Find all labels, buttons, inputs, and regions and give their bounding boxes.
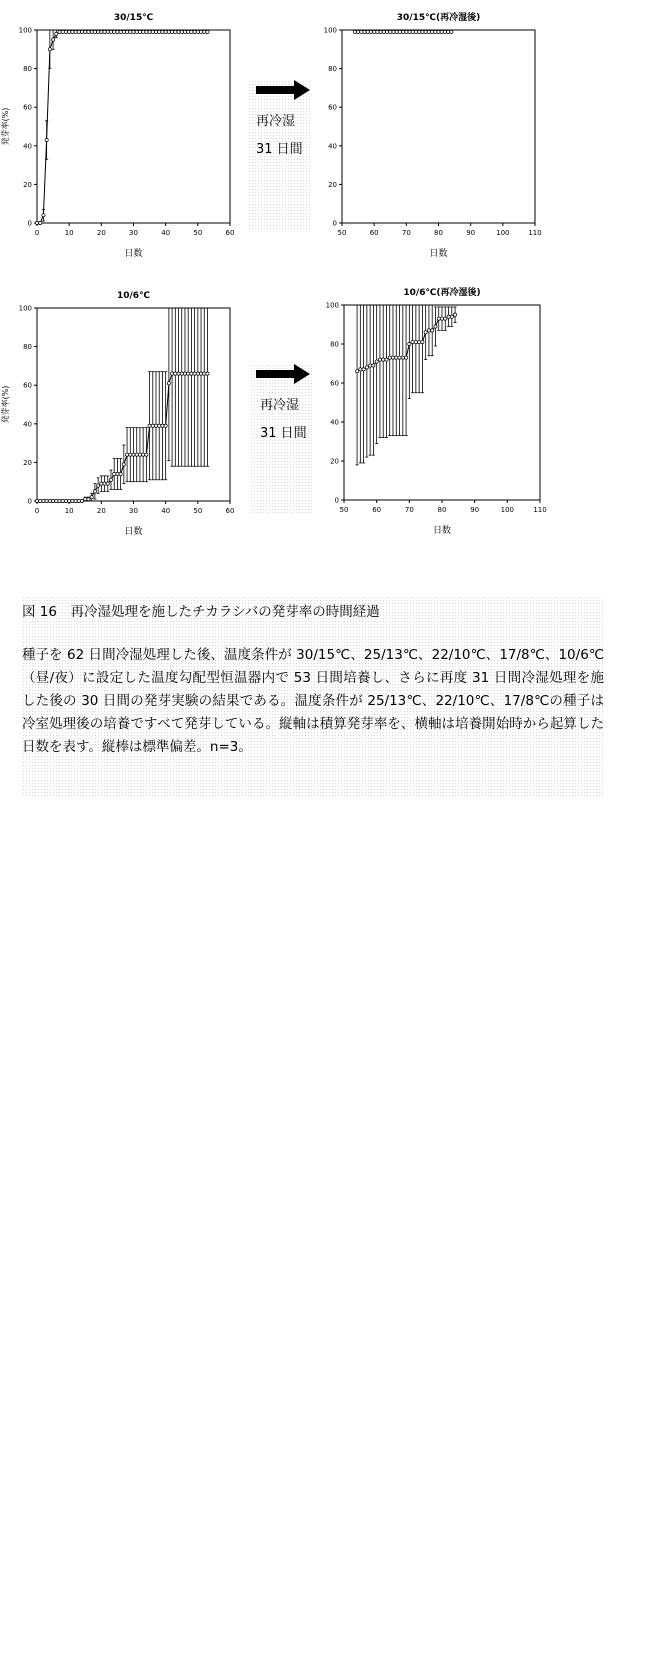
recooling-line1: 再冷湿 xyxy=(260,398,300,413)
chart-30-15-after-svg xyxy=(320,0,556,265)
data-point xyxy=(382,30,385,33)
data-point xyxy=(80,30,83,33)
data-point xyxy=(369,364,372,367)
y-axis-label: 発芽率(%) xyxy=(1,107,10,146)
x-tick-label: 90 xyxy=(470,506,480,514)
x-tick-label: 30 xyxy=(129,229,138,237)
data-point xyxy=(125,453,128,456)
x-tick-label: 90 xyxy=(466,229,476,237)
data-point xyxy=(87,497,90,500)
y-tick-label: 40 xyxy=(23,420,32,429)
data-point xyxy=(206,372,209,375)
x-tick-label: 0 xyxy=(34,507,40,515)
chart-30-15-after xyxy=(320,0,556,269)
data-point xyxy=(145,453,148,456)
data-point xyxy=(444,317,447,320)
data-point xyxy=(138,453,141,456)
data-point xyxy=(389,30,392,33)
data-point xyxy=(437,30,440,33)
data-point xyxy=(408,342,411,345)
data-point xyxy=(71,499,74,502)
data-point xyxy=(93,490,96,493)
data-point xyxy=(161,30,164,33)
data-point xyxy=(68,30,71,33)
data-point xyxy=(39,499,42,502)
data-point xyxy=(385,30,388,33)
data-point xyxy=(61,499,64,502)
data-point xyxy=(193,30,196,33)
data-point xyxy=(174,30,177,33)
data-point xyxy=(103,482,106,485)
recooling-line2: 31 日間 xyxy=(256,142,303,157)
data-point xyxy=(203,372,206,375)
chart-10-6 xyxy=(0,284,250,553)
x-axis-label: 日数 xyxy=(124,527,143,537)
x-tick-label: 70 xyxy=(401,229,411,237)
data-point xyxy=(77,30,80,33)
x-tick-label: 100 xyxy=(500,506,515,514)
data-point xyxy=(97,484,100,487)
data-point xyxy=(177,372,180,375)
data-point xyxy=(100,482,103,485)
data-point xyxy=(434,30,437,33)
data-point xyxy=(375,360,378,363)
y-tick-label: 80 xyxy=(328,65,337,74)
series-line xyxy=(37,32,208,223)
data-point xyxy=(414,30,417,33)
x-axis-label: 日数 xyxy=(429,249,448,259)
data-point xyxy=(421,340,424,343)
chart-title: 10/6℃ xyxy=(117,291,150,301)
data-point xyxy=(385,358,388,361)
recooling-line2: 31 日間 xyxy=(260,426,307,441)
y-tick-label: 40 xyxy=(330,418,339,427)
x-tick-label: 20 xyxy=(96,229,106,237)
y-tick-label: 40 xyxy=(23,142,32,151)
data-point xyxy=(203,30,206,33)
plot-frame xyxy=(37,30,230,223)
data-point xyxy=(395,356,398,359)
y-tick-label: 60 xyxy=(23,103,32,112)
data-point xyxy=(125,30,128,33)
data-point xyxy=(51,38,54,41)
data-point xyxy=(167,382,170,385)
data-point xyxy=(447,30,450,33)
chart-10-6-svg xyxy=(0,284,250,549)
data-point xyxy=(450,315,453,318)
x-tick-label: 50 xyxy=(337,229,347,237)
data-point xyxy=(372,364,375,367)
data-point xyxy=(414,340,417,343)
y-tick-label: 20 xyxy=(23,458,32,467)
y-tick-label: 80 xyxy=(23,343,32,352)
data-point xyxy=(388,356,391,359)
data-point xyxy=(398,356,401,359)
data-point xyxy=(42,499,45,502)
data-point xyxy=(122,463,125,466)
x-tick-label: 40 xyxy=(161,507,171,515)
data-point xyxy=(109,30,112,33)
data-point xyxy=(427,329,430,332)
data-point xyxy=(42,214,45,217)
x-tick-label: 10 xyxy=(64,507,74,515)
chart-title: 30/15℃ xyxy=(113,13,154,23)
data-point xyxy=(151,424,154,427)
data-point xyxy=(142,30,145,33)
data-point xyxy=(158,30,161,33)
y-tick-label: 0 xyxy=(27,497,32,506)
data-point xyxy=(58,499,61,502)
data-point xyxy=(48,48,51,51)
data-point xyxy=(373,30,376,33)
data-point xyxy=(154,424,157,427)
chart-10-6-after-svg xyxy=(320,284,556,549)
x-tick-label: 30 xyxy=(129,507,138,515)
data-point xyxy=(183,372,186,375)
y-tick-label: 40 xyxy=(328,142,337,151)
x-tick-label: 0 xyxy=(34,229,40,237)
arrow-panel-top xyxy=(248,80,310,230)
x-axis-label: 日数 xyxy=(432,526,452,536)
x-tick-label: 50 xyxy=(339,506,349,514)
y-tick-label: 80 xyxy=(23,65,32,74)
data-point xyxy=(129,453,132,456)
data-point xyxy=(183,30,186,33)
data-point xyxy=(164,30,167,33)
chart-title: 10/6℃(再冷湿後) xyxy=(403,288,481,298)
data-point xyxy=(180,372,183,375)
x-tick-label: 60 xyxy=(225,507,235,515)
data-point xyxy=(39,221,42,224)
plot-frame xyxy=(342,30,535,223)
data-point xyxy=(398,30,401,33)
data-point xyxy=(369,30,372,33)
data-point xyxy=(138,30,141,33)
data-point xyxy=(418,340,421,343)
data-point xyxy=(90,30,93,33)
data-point xyxy=(447,315,450,318)
data-point xyxy=(68,499,71,502)
y-tick-label: 100 xyxy=(18,26,32,35)
data-point xyxy=(440,30,443,33)
y-tick-label: 60 xyxy=(330,379,339,388)
y-tick-label: 100 xyxy=(325,301,339,310)
x-tick-label: 10 xyxy=(64,229,74,237)
data-point xyxy=(103,30,106,33)
data-point xyxy=(45,138,48,141)
data-point xyxy=(187,30,190,33)
y-tick-label: 80 xyxy=(330,340,339,349)
data-point xyxy=(71,30,74,33)
chart-title: 30/15℃(再冷湿後) xyxy=(396,13,481,23)
data-point xyxy=(116,30,119,33)
chart-30-15-svg xyxy=(0,0,250,265)
data-point xyxy=(135,453,138,456)
data-point xyxy=(405,30,408,33)
data-point xyxy=(359,368,362,371)
data-point xyxy=(408,30,411,33)
data-point xyxy=(365,366,368,369)
figure-caption xyxy=(22,596,604,796)
data-point xyxy=(427,30,430,33)
data-point xyxy=(174,372,177,375)
data-point xyxy=(93,30,96,33)
x-tick-label: 50 xyxy=(193,229,203,237)
data-point xyxy=(45,499,48,502)
data-point xyxy=(164,424,167,427)
data-point xyxy=(187,372,190,375)
data-point xyxy=(190,30,193,33)
data-point xyxy=(411,30,414,33)
x-axis-label: 日数 xyxy=(124,249,143,259)
data-point xyxy=(55,499,58,502)
x-tick-label: 70 xyxy=(404,506,414,514)
data-point xyxy=(206,30,209,33)
x-tick-label: 110 xyxy=(528,229,542,237)
data-point xyxy=(58,30,61,33)
data-point xyxy=(171,372,174,375)
data-point xyxy=(443,30,446,33)
data-point xyxy=(119,30,122,33)
data-point xyxy=(74,30,77,33)
x-tick-label: 60 xyxy=(225,229,235,237)
data-point xyxy=(180,30,183,33)
data-point xyxy=(382,358,385,361)
x-tick-label: 60 xyxy=(372,506,382,514)
data-point xyxy=(51,499,54,502)
y-tick-label: 20 xyxy=(23,180,32,189)
data-point xyxy=(145,30,148,33)
data-point xyxy=(116,472,119,475)
data-point xyxy=(355,370,358,373)
recooling-label-bottom xyxy=(260,392,307,448)
data-point xyxy=(106,30,109,33)
data-point xyxy=(395,30,398,33)
data-point xyxy=(401,356,404,359)
recooling-label-top xyxy=(256,108,303,164)
data-point xyxy=(113,472,116,475)
data-point xyxy=(391,356,394,359)
data-point xyxy=(55,32,58,35)
arrow-right-icon xyxy=(256,80,318,110)
x-tick-label: 50 xyxy=(193,507,203,515)
data-point xyxy=(109,478,112,481)
data-point xyxy=(378,358,381,361)
chart-10-6-after xyxy=(320,284,556,553)
data-point xyxy=(113,30,116,33)
data-point xyxy=(356,30,359,33)
data-point xyxy=(64,499,67,502)
y-tick-label: 60 xyxy=(23,381,32,390)
x-tick-label: 80 xyxy=(434,229,443,237)
recooling-line1: 再冷湿 xyxy=(256,114,296,129)
data-point xyxy=(190,372,193,375)
data-point xyxy=(376,30,379,33)
data-point xyxy=(199,30,202,33)
data-point xyxy=(106,482,109,485)
data-point xyxy=(77,499,80,502)
data-point xyxy=(161,424,164,427)
data-point xyxy=(119,472,122,475)
x-tick-label: 80 xyxy=(437,506,447,514)
data-point xyxy=(158,424,161,427)
data-point xyxy=(74,499,77,502)
data-point xyxy=(148,424,151,427)
y-tick-label: 20 xyxy=(330,457,339,466)
data-point xyxy=(363,30,366,33)
data-point xyxy=(424,331,427,334)
data-point xyxy=(151,30,154,33)
data-point xyxy=(135,30,138,33)
data-point xyxy=(84,30,87,33)
caption-title: 図 16 再冷湿処理を施したチカラシバの発芽率の時間経過 xyxy=(22,604,380,620)
data-point xyxy=(440,317,443,320)
data-point xyxy=(61,30,64,33)
data-point xyxy=(132,30,135,33)
data-point xyxy=(84,497,87,500)
data-point xyxy=(418,30,421,33)
x-tick-label: 110 xyxy=(533,506,547,514)
data-point xyxy=(193,372,196,375)
data-point xyxy=(411,340,414,343)
data-point xyxy=(450,30,453,33)
y-axis-label: 発芽率(%) xyxy=(1,385,10,424)
data-point xyxy=(177,30,180,33)
x-tick-label: 60 xyxy=(369,229,379,237)
x-tick-label: 100 xyxy=(496,229,510,237)
data-point xyxy=(90,496,93,499)
data-point xyxy=(80,499,83,502)
data-point xyxy=(87,30,90,33)
data-point xyxy=(402,30,405,33)
y-tick-label: 100 xyxy=(18,304,32,313)
data-point xyxy=(424,30,427,33)
arrow-panel-bottom xyxy=(250,364,312,514)
data-point xyxy=(366,30,369,33)
data-point xyxy=(48,499,51,502)
chart-30-15 xyxy=(0,0,250,269)
data-point xyxy=(35,499,38,502)
data-point xyxy=(148,30,151,33)
data-point xyxy=(431,329,434,332)
data-point xyxy=(199,372,202,375)
data-point xyxy=(129,30,132,33)
y-tick-label: 0 xyxy=(334,496,339,505)
data-point xyxy=(154,30,157,33)
y-tick-label: 60 xyxy=(328,103,337,112)
data-point xyxy=(453,313,456,316)
data-point xyxy=(122,30,125,33)
y-tick-label: 20 xyxy=(328,180,337,189)
data-point xyxy=(132,453,135,456)
y-tick-label: 0 xyxy=(332,219,337,228)
data-point xyxy=(430,30,433,33)
data-point xyxy=(100,30,103,33)
y-tick-label: 0 xyxy=(27,219,32,228)
data-point xyxy=(404,356,407,359)
data-point xyxy=(196,30,199,33)
data-point xyxy=(392,30,395,33)
data-point xyxy=(167,30,170,33)
data-point xyxy=(64,30,67,33)
x-tick-label: 20 xyxy=(96,507,106,515)
caption-body: 種子を 62 日間冷湿処理した後、温度条件が 30/15℃、25/13℃、22/10℃、17/8℃、10/6℃（昼/夜）に設定した温度勾配型恒温器内で 53 日間培養し、さらに再度 31 日間冷湿処理を施した後の 30 日間の発芽実験の結果である。温度条件が 25/13℃、22/10℃、17/8℃の種子は冷室処理後の培養ですべて発芽している。縦軸は積算発芽率を、横軸は培養開始時から起算した日数を表す。縦棒は標準偏差。n=3。 xyxy=(22,647,604,755)
data-point xyxy=(97,30,100,33)
data-point xyxy=(434,325,437,328)
data-point xyxy=(360,30,363,33)
arrow-right-icon xyxy=(256,364,318,394)
data-point xyxy=(362,368,365,371)
data-point xyxy=(437,317,440,320)
data-point xyxy=(171,30,174,33)
x-tick-label: 40 xyxy=(161,229,171,237)
data-point xyxy=(379,30,382,33)
data-point xyxy=(353,30,356,33)
data-point xyxy=(142,453,145,456)
data-point xyxy=(35,221,38,224)
data-point xyxy=(196,372,199,375)
data-point xyxy=(421,30,424,33)
y-tick-label: 100 xyxy=(323,26,337,35)
